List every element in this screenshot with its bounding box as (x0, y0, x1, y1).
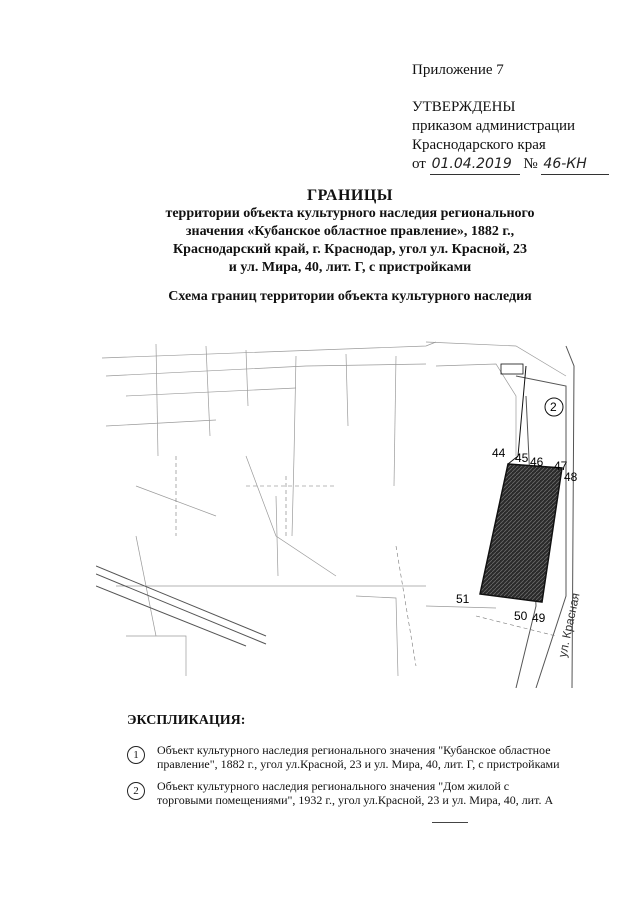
legend-text-1 (157, 743, 607, 771)
legend-number-1: 1 (127, 746, 145, 764)
boundary-map (96, 336, 584, 688)
scheme-title: Схема границ территории объекта культурного наследия (168, 289, 532, 304)
subtitle-line-1: территории объекта культурного наследия регионального (165, 206, 535, 221)
point-44: 44 (492, 446, 506, 460)
point-47: 47 (554, 459, 568, 473)
building-outline-small (501, 364, 523, 374)
subtitle-line-2: значения «Кубанское областное правление», 1882 г., (185, 224, 515, 239)
point-45: 45 (515, 451, 529, 465)
legend-text-2-line-1: Объект культурного наследия регионального значения "Дом жилой с (157, 779, 510, 793)
document-subtitle (130, 205, 570, 277)
approval-block (412, 98, 609, 175)
approved-label: УТВЕРЖДЕНЫ (412, 99, 516, 115)
from-prefix: от (412, 156, 426, 172)
document-title: ГРАНИЦЫ (306, 187, 393, 204)
subtitle-line-3: Краснодарский край, г. Краснодар, угол ул. Красной, 23 (173, 242, 527, 257)
order-date: 01.04.2019 (430, 155, 520, 175)
street-label: ул. Красная (555, 591, 583, 659)
legend-text-2-line-2: торговыми помещениями", 1932 г., угол ул.Красной, 23 и ул. Мира, 40, лит. А (157, 793, 554, 807)
point-51: 51 (456, 592, 470, 606)
footer-rule (432, 822, 468, 823)
territory-polygon (480, 464, 562, 602)
order-line-1: приказом администрации (412, 118, 576, 134)
cadastral-background (102, 342, 566, 676)
point-49: 49 (532, 611, 546, 625)
point-48: 48 (564, 470, 578, 484)
point-50: 50 (514, 609, 528, 623)
legend-item-2 (127, 779, 597, 811)
legend-item-1 (127, 743, 597, 775)
order-date-line (412, 155, 609, 175)
subtitle-line-4: и ул. Мира, 40, лит. Г, с пристройками (228, 260, 472, 275)
object-2-number: 2 (550, 400, 557, 414)
legend-text-2 (157, 779, 607, 807)
order-line-2: Краснодарского края (412, 137, 546, 153)
legend-text-1-line-2: правление", 1882 г., угол ул.Красной, 23 и ул. Мира, 40, лит. Г, с пристройками (157, 757, 560, 771)
legend-number-2: 2 (127, 782, 145, 800)
order-number: 46-КН (541, 155, 609, 175)
explication-heading: ЭКСПЛИКАЦИЯ: (127, 713, 246, 728)
legend-text-1-line-1: Объект культурного наследия регионального значения "Кубанское областное (157, 743, 551, 757)
building-outline (508, 366, 526, 464)
appendix-label: Приложение 7 (412, 62, 504, 78)
point-46: 46 (530, 455, 544, 469)
number-prefix: № (523, 156, 538, 172)
